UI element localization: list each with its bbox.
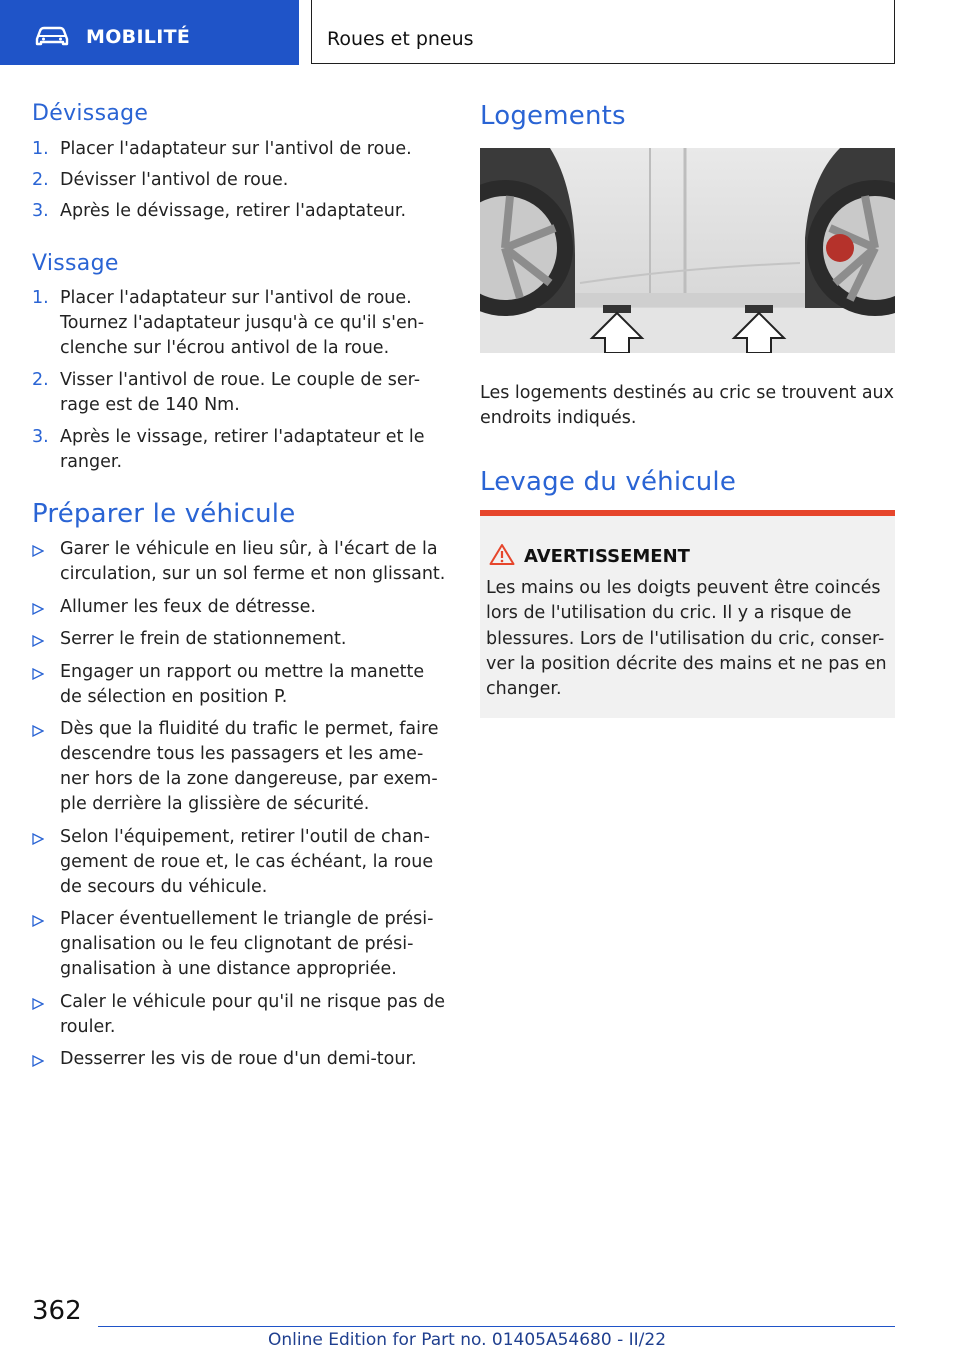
step-number: 3. [32, 201, 49, 221]
heading-preparer: Préparer le véhicule [32, 499, 296, 529]
text-line: Allumer les feux de détresse. [60, 596, 316, 617]
heading-devissage: Dévissage [32, 101, 149, 126]
jacking-points-photo [480, 148, 895, 353]
text-line: Engager un rapport ou mettre la manette [60, 661, 425, 682]
text-line: lors de l'utilisation du cric. Il y a risque de [486, 603, 852, 624]
text-line: rouler. [60, 1016, 116, 1037]
step-text [60, 286, 445, 361]
text-line: Placer l'adaptateur sur l'antivol de roue. [60, 139, 412, 159]
text-line: Selon l'équipement, retirer l'outil de chan- [60, 826, 430, 847]
step-number: 1. [32, 139, 49, 159]
text-line: Serrer le frein de stationnement. [60, 629, 347, 649]
bullet-text [60, 990, 460, 1040]
text-line: ranger. [60, 452, 123, 472]
text-line: Visser l'antivol de roue. Le couple de ser- [60, 370, 421, 390]
bullet-triangle-icon [32, 668, 44, 680]
text-line: ple derrière la glissière de sécurité. [60, 794, 370, 814]
bullet-text [60, 537, 460, 587]
bullet-text [60, 595, 460, 620]
text-line: descendre tous les passagers et les ame- [60, 744, 424, 764]
text-line: gnalisation à une distance appropriée. [60, 959, 397, 979]
text-line: rage est de 140 Nm. [60, 395, 240, 415]
footer-rule [98, 1326, 895, 1327]
bullet-triangle-icon [32, 603, 44, 615]
bullet-triangle-icon [32, 1055, 44, 1067]
text-line: Caler le véhicule pour qu'il ne risque pas de [60, 991, 445, 1012]
text-line: blessures. Lors de l'utilisation du cric, conser- [486, 628, 885, 649]
warning-text [486, 576, 890, 702]
section-tab [0, 0, 299, 65]
bullet-text [60, 825, 460, 900]
bullet-triangle-icon [32, 833, 44, 845]
text-line: Les logements destinés au cric se trouvent aux [480, 383, 895, 403]
section-label: MOBILITÉ [86, 26, 191, 48]
text-line: Desserrer les vis de roue d'un demi-tour. [60, 1049, 417, 1069]
warning-title: AVERTISSEMENT [524, 546, 690, 567]
bullet-triangle-icon [32, 725, 44, 737]
text-line: Dès que la fluidité du trafic le permet, faire [60, 719, 439, 739]
step-number: 2. [32, 370, 49, 390]
text-line: Tournez l'adaptateur jusqu'à ce qu'il s'en- [60, 313, 425, 333]
step-number: 2. [32, 170, 49, 190]
text-line: Placer l'adaptateur sur l'antivol de roue. [60, 288, 412, 308]
text-line: Les mains ou les doigts peuvent être coincés [486, 578, 881, 598]
bullet-text [60, 717, 460, 817]
bullet-triangle-icon [32, 545, 44, 557]
heading-vissage: Vissage [32, 251, 119, 276]
page-number: 362 [32, 1296, 82, 1326]
text-line: de secours du véhicule. [60, 876, 268, 897]
text-line: de sélection en position P. [60, 686, 288, 707]
text-line: clenche sur l'écrou antivol de la roue. [60, 338, 390, 358]
bullet-text [60, 627, 460, 652]
step-text [60, 199, 445, 224]
chapter-title: Roues et pneus [327, 28, 474, 50]
step-text [60, 137, 445, 162]
heading-logements: Logements [480, 101, 626, 131]
step-number: 1. [32, 288, 49, 308]
step-text [60, 168, 445, 193]
step-text [60, 425, 445, 475]
bullet-text [60, 907, 460, 982]
text-line: Après le dévissage, retirer l'adaptateur. [60, 201, 407, 221]
bullet-text [60, 1047, 460, 1072]
text-line: endroits indiqués. [480, 408, 637, 428]
text-line: gement de roue et, le cas échéant, la roue [60, 851, 434, 872]
step-text [60, 368, 445, 418]
text-line: circulation, sur un sol ferme et non glissant. [60, 564, 446, 584]
text-line: Placer éventuellement le triangle de prési- [60, 909, 434, 929]
bullet-triangle-icon [32, 915, 44, 927]
text-line: Dévisser l'antivol de roue. [60, 170, 289, 190]
warning-box [480, 510, 895, 718]
logements-caption [480, 381, 900, 431]
text-line: ner hors de la zone dangereuse, par exem- [60, 769, 438, 789]
text-line: gnalisation ou le feu clignotant de prési- [60, 934, 414, 954]
bullet-text [60, 660, 460, 710]
bullet-triangle-icon [32, 998, 44, 1010]
warning-triangle-icon [489, 543, 515, 566]
text-line: Garer le véhicule en lieu sûr, à l'écart de la [60, 539, 438, 559]
text-line: ver la position décrite des mains et ne pas en [486, 653, 887, 674]
step-number: 3. [32, 427, 49, 447]
edition-footer: Online Edition for Part no. 01405A54680 - II/22 [268, 1330, 667, 1350]
text-line: Après le vissage, retirer l'adaptateur et le [60, 427, 425, 447]
car-icon [34, 25, 70, 47]
heading-levage: Levage du véhicule [480, 467, 737, 497]
bullet-triangle-icon [32, 635, 44, 647]
chapter-header [311, 0, 895, 64]
text-line: changer. [486, 679, 562, 700]
